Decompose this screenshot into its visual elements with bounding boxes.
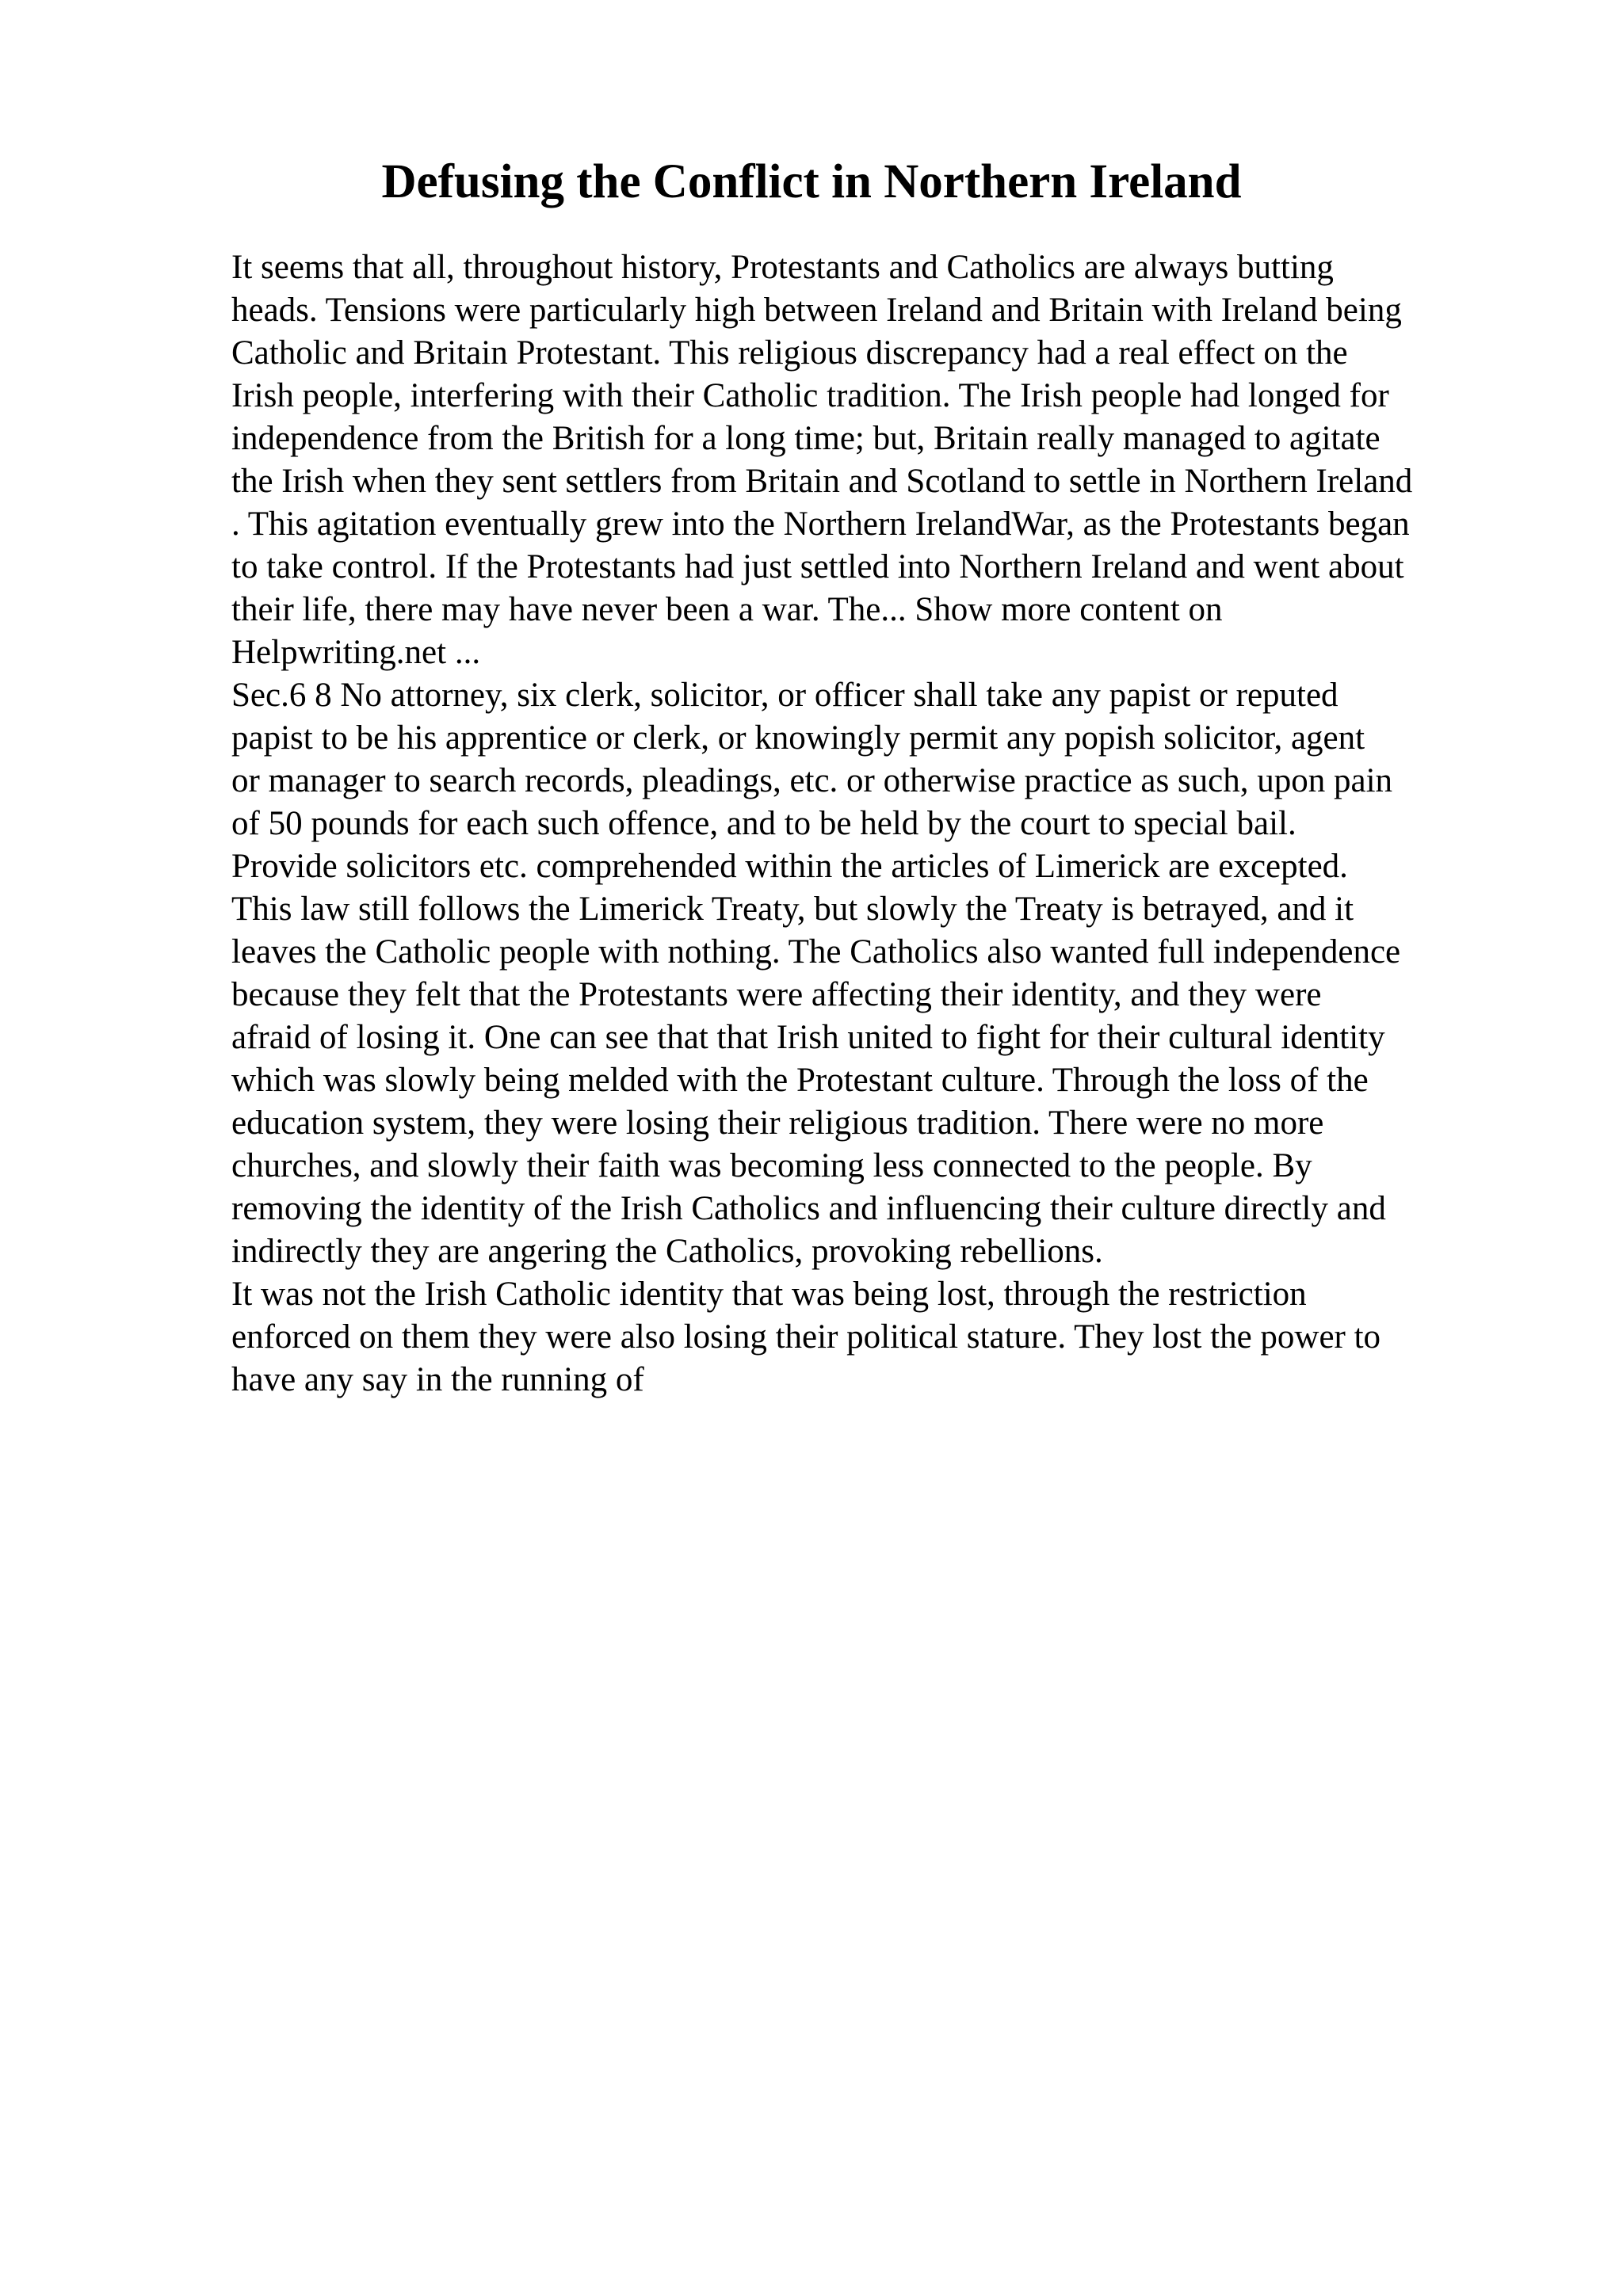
text-line: their life, there may have never been a war. The... Show more content on <box>231 591 1223 628</box>
text-line: . This agitation eventually grew into the Northern IrelandWar, as the Protestants began <box>231 505 1410 543</box>
text-line: the Irish when they sent settlers from Britain and Scotland to settle in Northern Ireland <box>231 463 1413 500</box>
paragraph-1 <box>231 246 1531 674</box>
text-line: removing the identity of the Irish Catholics and influencing their culture directly and <box>231 1190 1386 1227</box>
text-line: indirectly they are angering the Catholics, provoking rebellions. <box>231 1233 1103 1270</box>
text-line: Sec.6 8 No attorney, six clerk, solicitor, or officer shall take any papist or reputed <box>231 677 1338 714</box>
text-line: churches, and slowly their faith was becoming less connected to the people. By <box>231 1147 1312 1184</box>
text-line: leaves the Catholic people with nothing. The Catholics also wanted full independence <box>231 933 1401 971</box>
text-line: education system, they were losing their religious tradition. There were no more <box>231 1104 1324 1142</box>
paragraph-2 <box>231 674 1531 1273</box>
text-line: It seems that all, throughout history, Protestants and Catholics are always butting <box>231 249 1334 286</box>
paragraph-3 <box>231 1273 1531 1402</box>
text-line: heads. Tensions were particularly high between Ireland and Britain with Ireland being <box>231 292 1402 329</box>
text-line: which was slowly being melded with the Protestant culture. Through the loss of the <box>231 1062 1369 1099</box>
text-line: Helpwriting.net ... <box>231 634 481 671</box>
text-line: to take control. If the Protestants had just settled into Northern Ireland and went about <box>231 548 1404 585</box>
document-body <box>231 246 1531 1402</box>
text-line: or manager to search records, pleadings, etc. or otherwise practice as such, upon pain <box>231 762 1393 799</box>
text-line: This law still follows the Limerick Treaty, but slowly the Treaty is betrayed, and it <box>231 891 1354 928</box>
text-line: Catholic and Britain Protestant. This religious discrepancy had a real effect on the <box>231 334 1348 372</box>
text-line: have any say in the running of <box>231 1361 644 1398</box>
text-line: because they felt that the Protestants were affecting their identity, and they were <box>231 976 1322 1013</box>
document-title: Defusing the Conflict in Northern Ireland <box>381 155 1242 208</box>
text-line: Irish people, interfering with their Catholic tradition. The Irish people had longed for <box>231 377 1389 414</box>
text-line: afraid of losing it. One can see that that Irish united to fight for their cultural identity <box>231 1019 1385 1056</box>
text-line: It was not the Irish Catholic identity that was being lost, through the restriction <box>231 1276 1307 1313</box>
text-line: of 50 pounds for each such offence, and to be held by the court to special bail. <box>231 805 1296 842</box>
text-line: independence from the British for a long time; but, Britain really managed to agitate <box>231 420 1381 457</box>
text-line: Provide solicitors etc. comprehended within the articles of Limerick are excepted. <box>231 848 1348 885</box>
text-line: papist to be his apprentice or clerk, or knowingly permit any popish solicitor, agent <box>231 719 1365 757</box>
text-line: enforced on them they were also losing their political stature. They lost the power to <box>231 1318 1381 1356</box>
